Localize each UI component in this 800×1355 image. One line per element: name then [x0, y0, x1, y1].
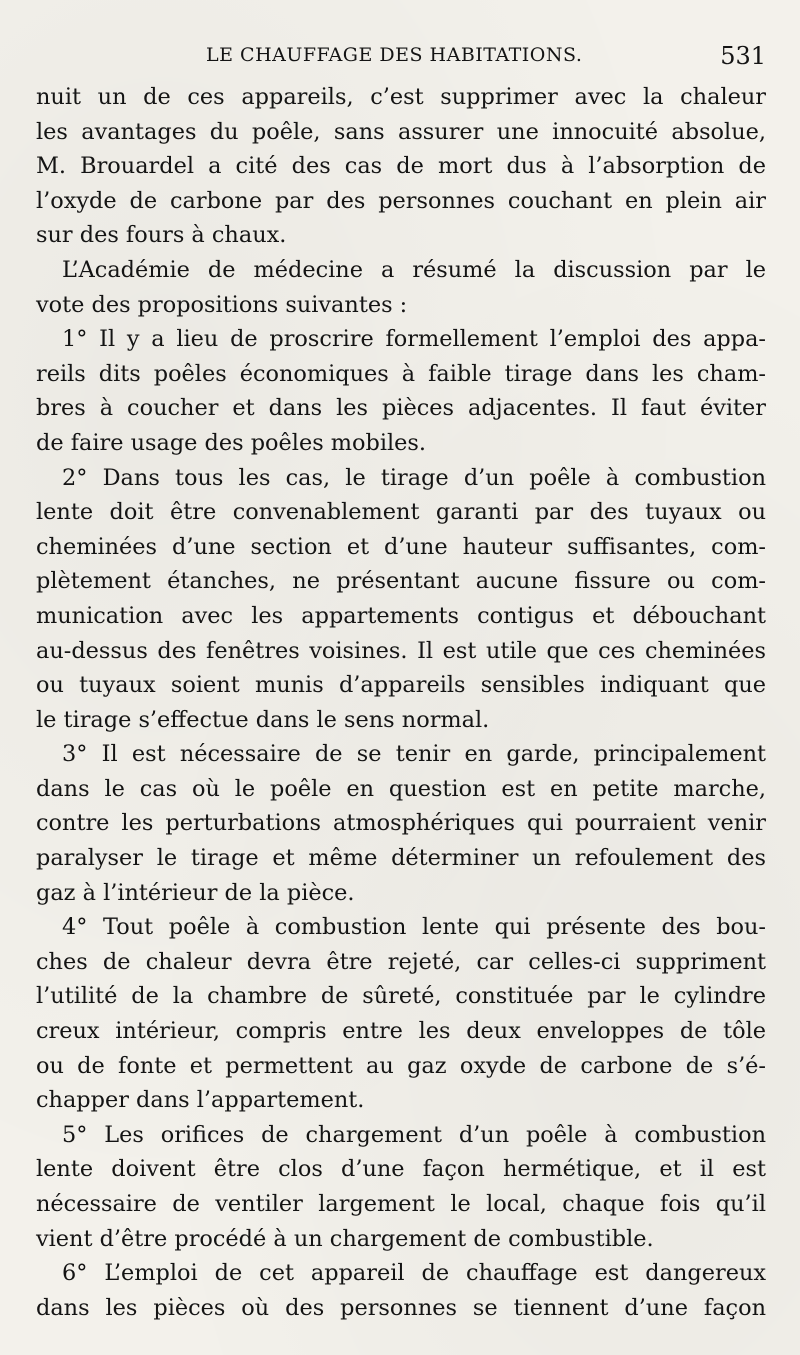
text-line: bres à coucher et dans les pièces adjacentes. Il faut éviter	[36, 395, 766, 422]
text-line: contre les perturbations atmosphériques qui pourraient venir	[36, 810, 766, 837]
text-line: ches de chaleur devra être rejeté, car celles-ci suppriment	[36, 948, 766, 975]
text-line: dans le cas où le poêle en question est en petite marche,	[36, 775, 766, 802]
text-body	[36, 80, 766, 1325]
text-line: les avantages du poêle, sans assurer une innocuité absolue,	[36, 118, 766, 145]
text-line: chapper dans l’appartement.	[36, 1087, 365, 1114]
text-line: ou tuyaux soient munis d’appareils sensibles indiquant que	[36, 672, 766, 699]
text-line: reils dits poêles économiques à faible tirage dans les cham-	[36, 360, 766, 387]
page-number: 531	[720, 42, 766, 70]
text-line: lente doivent être clos d’une façon hermétique, et il est	[36, 1156, 766, 1183]
text-line: cheminées d’une section et d’une hauteur suffisantes, com-	[36, 533, 766, 560]
running-head	[36, 44, 766, 76]
text-line: creux intérieur, compris entre les deux enveloppes de tôle	[36, 1018, 766, 1045]
text-line: l’utilité de la chambre de sûreté, constituée par le cylindre	[36, 983, 766, 1010]
text-line: 1° Il y a lieu de proscrire formellement l’emploi des appa-	[62, 326, 766, 353]
text-line: au-dessus des fenêtres voisines. Il est utile que ces cheminées	[36, 637, 766, 664]
text-line: ou de fonte et permettent au gaz oxyde de carbone de s’é-	[36, 1052, 766, 1079]
text-line: 2° Dans tous les cas, le tirage d’un poêle à combustion	[62, 464, 766, 491]
text-line: munication avec les appartements contigus et débouchant	[36, 602, 766, 629]
text-line: 5° Les orifices de chargement d’un poêle à combustion	[62, 1121, 766, 1148]
text-line: lente doit être convenablement garanti par des tuyaux ou	[36, 499, 766, 526]
running-title: LE CHAUFFAGE DES HABITATIONS.	[206, 44, 583, 66]
text-line: plètement étanches, ne présentant aucune fissure ou com-	[36, 568, 766, 595]
text-line: nécessaire de ventiler largement le local, chaque fois qu’il	[36, 1191, 766, 1217]
text-line: l’oxyde de carbone par des personnes couchant en plein air	[36, 187, 766, 214]
text-line: sur des fours à chaux.	[36, 222, 287, 249]
text-line: 6° L’emploi de cet appareil de chauffage est dangereux	[62, 1260, 766, 1287]
text-line: nuit un de ces appareils, c’est supprimer avec la chaleur	[36, 84, 766, 110]
text-line: le tirage s’effectue dans le sens normal.	[36, 706, 490, 733]
text-line: M. Brouardel a cité des cas de mort dus à l’absorption de	[36, 153, 766, 180]
text-line: 3° Il est nécessaire de se tenir en garde, principalement	[62, 741, 766, 768]
text-line: vote des propositions suivantes :	[36, 291, 408, 318]
text-line: paralyser le tirage et même déterminer un refoulement des	[36, 845, 766, 872]
text-line: de faire usage des poêles mobiles.	[36, 429, 427, 456]
text-line: vient d’être procédé à un chargement de combustible.	[36, 1225, 654, 1252]
text-line: L’Académie de médecine a résumé la discussion par le	[62, 256, 766, 283]
text-line: dans les pièces où des personnes se tiennent d’une façon	[36, 1294, 766, 1321]
text-line: 4° Tout poêle à combustion lente qui présente des bou-	[62, 914, 766, 941]
text-line: gaz à l’intérieur de la pièce.	[36, 879, 355, 906]
